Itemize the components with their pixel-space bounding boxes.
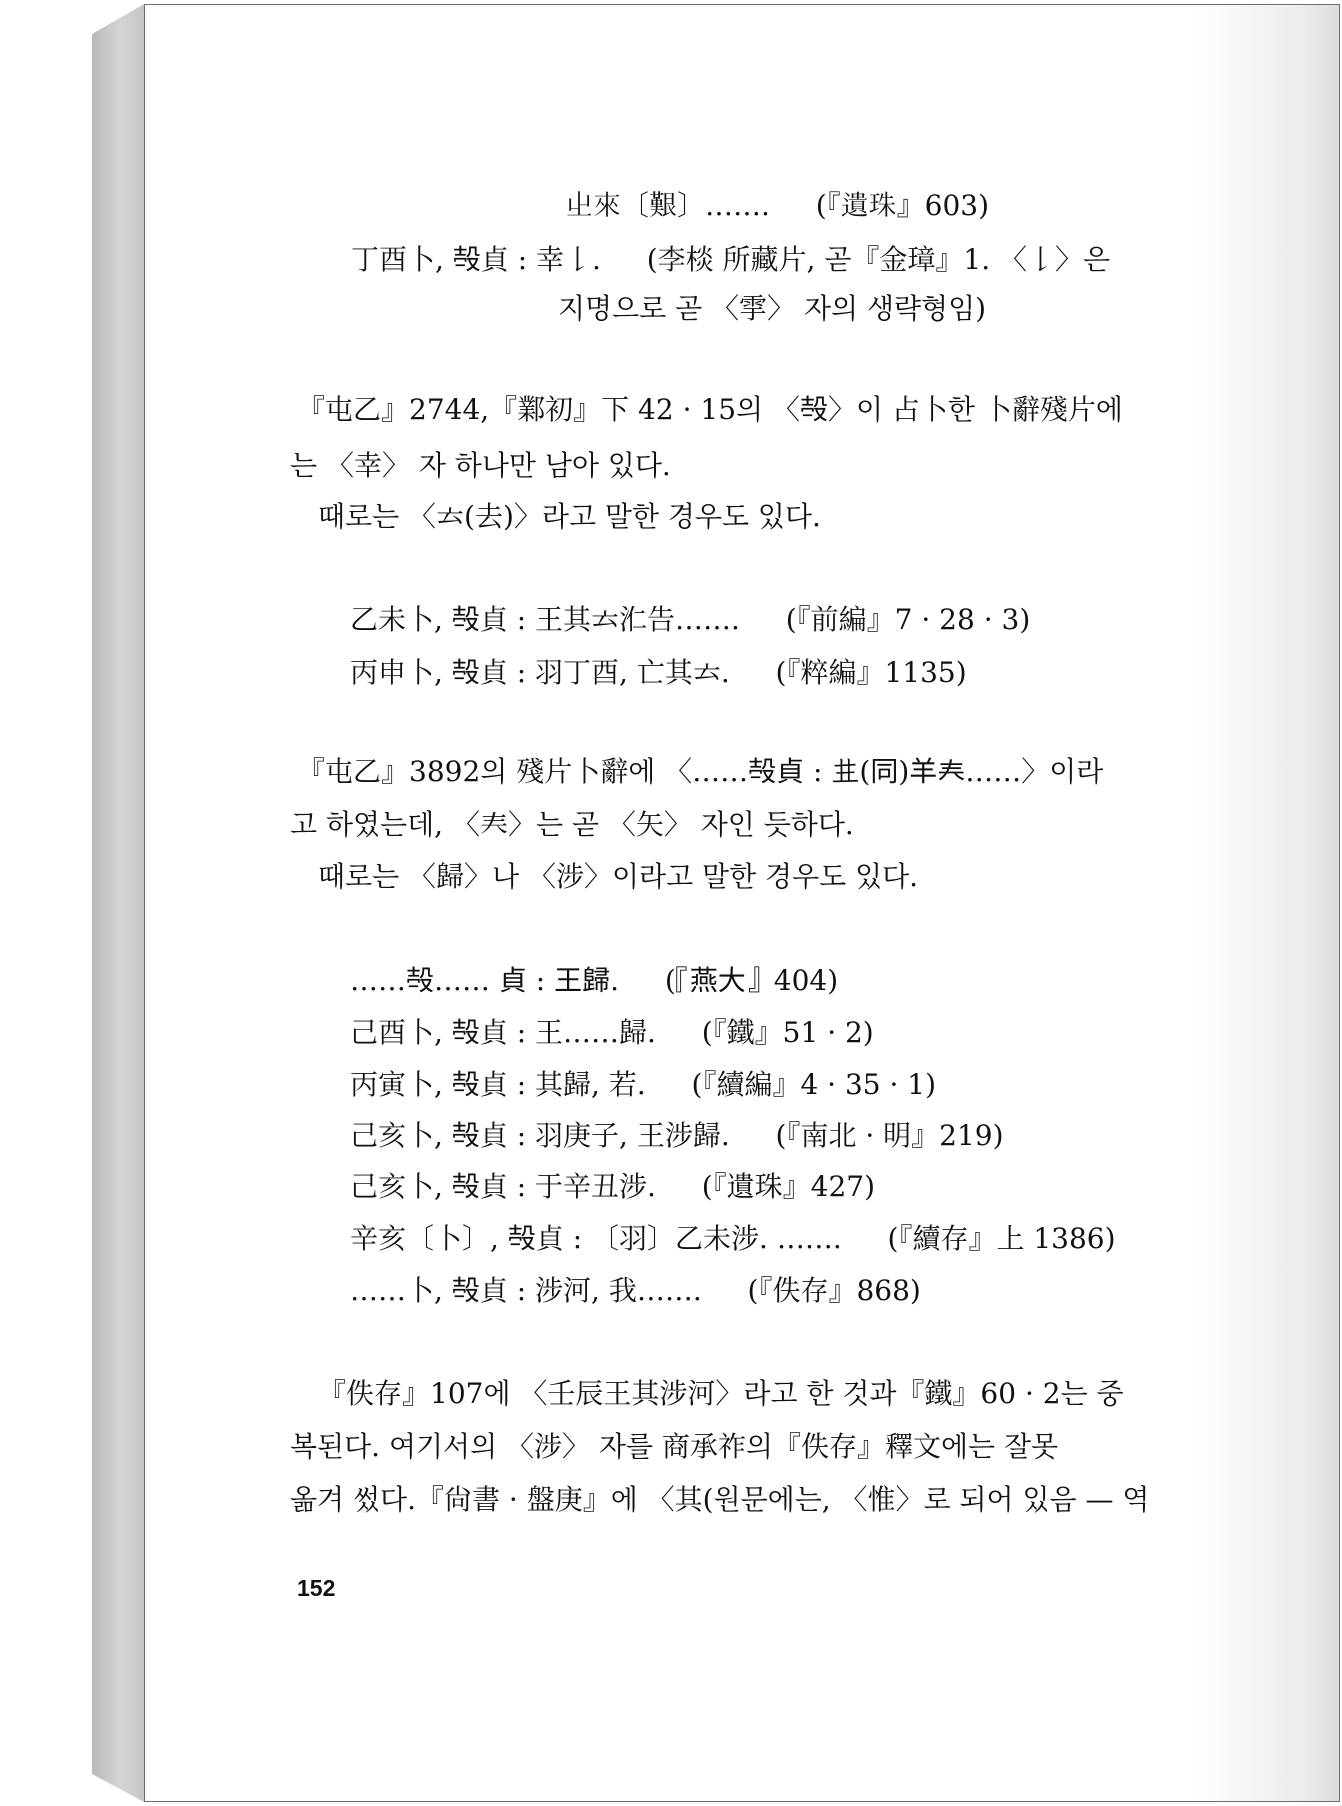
text-line: 때로는 〈歸〉나 〈涉〉이라고 말한 경우도 있다. bbox=[318, 860, 919, 893]
text-line: 己亥卜, 𣪊貞 : 于辛丑涉. (『遺珠』427) bbox=[350, 1170, 876, 1203]
text-line: 己亥卜, 𣪊貞 : 羽庚子, 王涉歸. (『南北 · 明』219) bbox=[350, 1119, 1004, 1152]
text-line: 丙申卜, 𣪊貞 : 羽丁酉, 亡其𠫓. (『粹編』1135) bbox=[350, 656, 967, 689]
text-line: 고 하였는데, 〈𡗗〉는 곧 〈矢〉 자인 듯하다. bbox=[290, 808, 854, 841]
text-line: 옮겨 썼다.『尙書 · 盤庚』에 〈其(원문에는, 〈惟〉로 되어 있음 — 역 bbox=[290, 1483, 1150, 1516]
text-line: 丁酉卜, 𣪊貞 : 幸𠄌. (李棪 所藏片, 곧『金璋』1. 〈𠄌〉은 bbox=[351, 243, 1111, 276]
text-line: 辛亥〔卜〕, 𣪊貞 : 〔羽〕乙未涉. ……. (『續存』上 1386) bbox=[350, 1222, 1116, 1255]
text-line: 『屯乙』3892의 殘片卜辭에 〈……𣪊貞 : 𠀎(同)羊𡗗……〉이라 bbox=[297, 755, 1104, 788]
text-line: ……𣪊…… 貞 : 王歸. (『燕大』404) bbox=[350, 964, 839, 997]
text-line: 乙未卜, 𣪊貞 : 王其𠫓𣲚告……. (『前編』7 · 28 · 3) bbox=[350, 603, 1031, 636]
text-line: 지명으로 곧 〈𩁹〉 자의 생략형임) bbox=[558, 292, 987, 325]
text-line: 『佚存』107에 〈壬辰王其涉河〉라고 한 것과『鐵』60 · 2는 중 bbox=[318, 1377, 1124, 1410]
text-line: 는 〈幸〉 자 하나만 남아 있다. bbox=[290, 449, 671, 482]
text-line: 己酉卜, 𣪊貞 : 王……歸. (『鐵』51 · 2) bbox=[350, 1016, 874, 1049]
text-line: 𡳿來〔艱〕……. (『遺珠』603) bbox=[565, 189, 989, 222]
text-line: 때로는 〈𠫓(去)〉라고 말한 경우도 있다. bbox=[318, 500, 821, 533]
text-line: ……卜, 𣪊貞 : 涉河, 我……. (『佚存』868) bbox=[350, 1274, 921, 1307]
text-line: 丙寅卜, 𣪊貞 : 其歸, 若. (『續編』4 · 35 · 1) bbox=[350, 1068, 937, 1101]
text-line: 복된다. 여기서의 〈涉〉 자를 商承祚의『佚存』釋文에는 잘못 bbox=[290, 1430, 1059, 1463]
page-number: 152 bbox=[297, 1575, 336, 1601]
text-line: 『屯乙』2744,『鄴初』下 42 · 15의 〈𣪊〉이 占卜한 卜辭殘片에 bbox=[297, 393, 1123, 426]
book-spine bbox=[92, 4, 144, 1802]
